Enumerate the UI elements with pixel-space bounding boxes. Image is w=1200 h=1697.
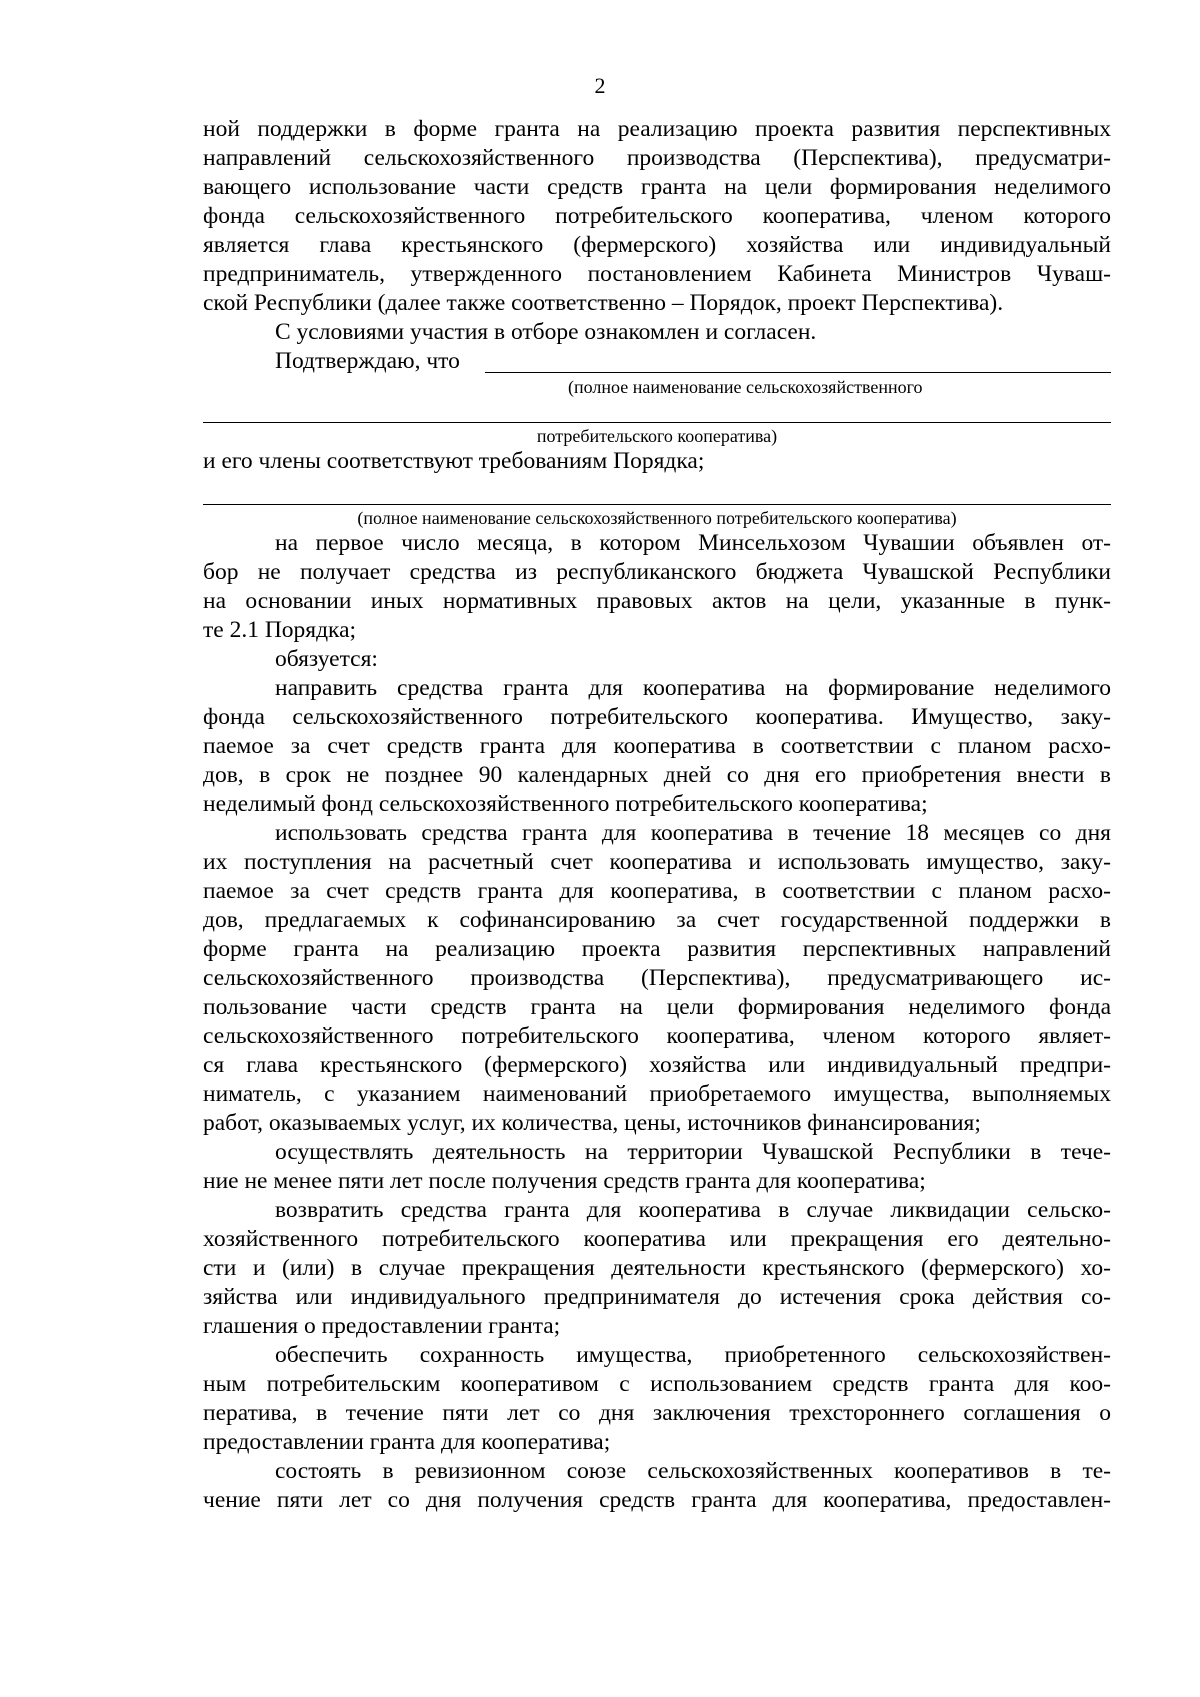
field-caption: (полное наименование сельскохозяйственного bbox=[568, 377, 923, 397]
agreement-line: С условиями участия в отборе ознакомлен и согласен. bbox=[275, 319, 817, 345]
text-line: на основании иных нормативных правовых актов на цели, указанные в пунк- bbox=[203, 588, 1111, 614]
text-line: ской Республики (далее также соответственно – Порядок, проект Перспектива). bbox=[203, 290, 1004, 316]
page-number: 2 bbox=[594, 73, 606, 98]
text-line: направить средства гранта для кооператива на формирование неделимого bbox=[275, 675, 1111, 701]
text-line: ниматель, с указанием наименований приобретаемого имущества, выполняемых bbox=[203, 1081, 1111, 1107]
text-line: глашения о предоставлении гранта; bbox=[203, 1313, 561, 1339]
text-line: ным потребительским кооперативом с использованием средств гранта для коо- bbox=[203, 1371, 1111, 1397]
paragraph-use-funds bbox=[203, 819, 1111, 1138]
text-line: сельскохозяйственного потребительского кооператива, членом которого являет- bbox=[203, 1023, 1111, 1049]
field-caption: потребительского кооператива) bbox=[536, 426, 778, 446]
text-line: хозяйственного потребительского кооператива или прекращения его деятельно- bbox=[203, 1226, 1111, 1252]
text-line: сти и (или) в случае прекращения деятельности крестьянского (фермерского) хо- bbox=[203, 1255, 1111, 1281]
text-line: ся глава крестьянского (фермерского) хозяйства или индивидуальный предпри- bbox=[203, 1052, 1111, 1078]
text-line: форме гранта на реализацию проекта развития перспективных направлений bbox=[203, 936, 1111, 962]
paragraph-preserve bbox=[203, 1341, 1111, 1457]
paragraph-operate bbox=[203, 1138, 1111, 1196]
confirm-label: Подтверждаю, что bbox=[275, 348, 460, 374]
text-line: на первое число месяца, в котором Минсельхозом Чувашии объявлен от- bbox=[275, 530, 1111, 556]
text-line: возвратить средства гранта для кооператива в случае ликвидации сельско- bbox=[275, 1197, 1111, 1223]
text-line: обеспечить сохранность имущества, приобретенного сельскохозяйствен- bbox=[275, 1342, 1111, 1368]
text-line: дов, предлагаемых к софинансированию за счет государственной поддержки в bbox=[203, 907, 1111, 933]
text-line: состоять в ревизионном союзе сельскохозяйственных кооперативов в те- bbox=[275, 1458, 1111, 1484]
text-line: направлений сельскохозяйственного производства (Перспектива), предусматри- bbox=[203, 145, 1111, 171]
cooperative-name-blank bbox=[485, 372, 1111, 373]
cooperative-name-blank-2 bbox=[203, 490, 1111, 507]
field-caption: (полное наименование сельскохозяйственного потребительского кооператива) bbox=[357, 508, 957, 528]
text-line: дов, в срок не позднее 90 календарных дней со дня его приобретения внести в bbox=[203, 762, 1111, 788]
text-line: те 2.1 Порядка; bbox=[203, 617, 357, 643]
text-line: ператива, в течение пяти лет со дня заключения трехстороннего соглашения о bbox=[203, 1400, 1111, 1426]
text-line: фонда сельскохозяйственного потребительского кооператива, членом которого bbox=[203, 203, 1111, 229]
text-line: ние не менее пяти лет после получения средств гранта для кооператива; bbox=[203, 1168, 926, 1194]
text-line: их поступления на расчетный счет кооператива и использовать имущество, заку- bbox=[203, 849, 1111, 875]
text-line: ной поддержки в форме гранта на реализацию проекта развития перспективных bbox=[203, 116, 1111, 142]
text-line: паемое за счет средств гранта для кооператива в соответствии с планом расхо- bbox=[203, 733, 1111, 759]
text-line: пользование части средств гранта на цели формирования неделимого фонда bbox=[203, 994, 1111, 1020]
text-line: бор не получает средства из республиканского бюджета Чувашской Республики bbox=[203, 559, 1111, 585]
paragraph-audit-union bbox=[203, 1457, 1111, 1515]
text-line: паемое за счет средств гранта для кооператива, в соответствии с планом расхо- bbox=[203, 878, 1111, 904]
confirm-row bbox=[203, 347, 1111, 376]
text-line: работ, оказываемых услуг, их количества, цены, источников финансирования; bbox=[203, 1110, 981, 1136]
intro-paragraph bbox=[203, 115, 1111, 318]
paragraph-return bbox=[203, 1196, 1111, 1341]
text-line: осуществлять деятельность на территории Чувашской Республики в тече- bbox=[275, 1139, 1111, 1165]
obliges-line: обязуется: bbox=[275, 646, 378, 672]
text-line: использовать средства гранта для кооператива в течение 18 месяцев со дня bbox=[275, 820, 1111, 846]
text-line: неделимый фонд сельскохозяйственного потребительского кооператива; bbox=[203, 791, 928, 817]
paragraph-first-day bbox=[203, 529, 1111, 645]
text-line: предприниматель, утвержденного постановлением Кабинета Министров Чуваш- bbox=[203, 261, 1111, 287]
text-line: сельскохозяйственного производства (Перспектива), предусматривающего ис- bbox=[203, 965, 1111, 991]
text-line: фонда сельскохозяйственного потребительского кооператива. Имущество, заку- bbox=[203, 704, 1111, 730]
text-line: чение пяти лет со дня получения средств гранта для кооператива, предоставлен- bbox=[203, 1487, 1111, 1513]
paragraph-direct-funds bbox=[203, 674, 1111, 819]
text-line: вающего использование части средств гранта на цели формирования неделимого bbox=[203, 174, 1111, 200]
text-line: зяйства или индивидуального предпринимателя до истечения срока действия со- bbox=[203, 1284, 1111, 1310]
text-line: является глава крестьянского (фермерского) хозяйства или индивидуальный bbox=[203, 232, 1111, 258]
document-body bbox=[203, 115, 1111, 1515]
members-line: и его члены соответствуют требованиям Порядка; bbox=[203, 448, 705, 474]
text-line: предоставлении гранта для кооператива; bbox=[203, 1429, 611, 1455]
cooperative-name-blank-continued bbox=[203, 408, 1111, 425]
